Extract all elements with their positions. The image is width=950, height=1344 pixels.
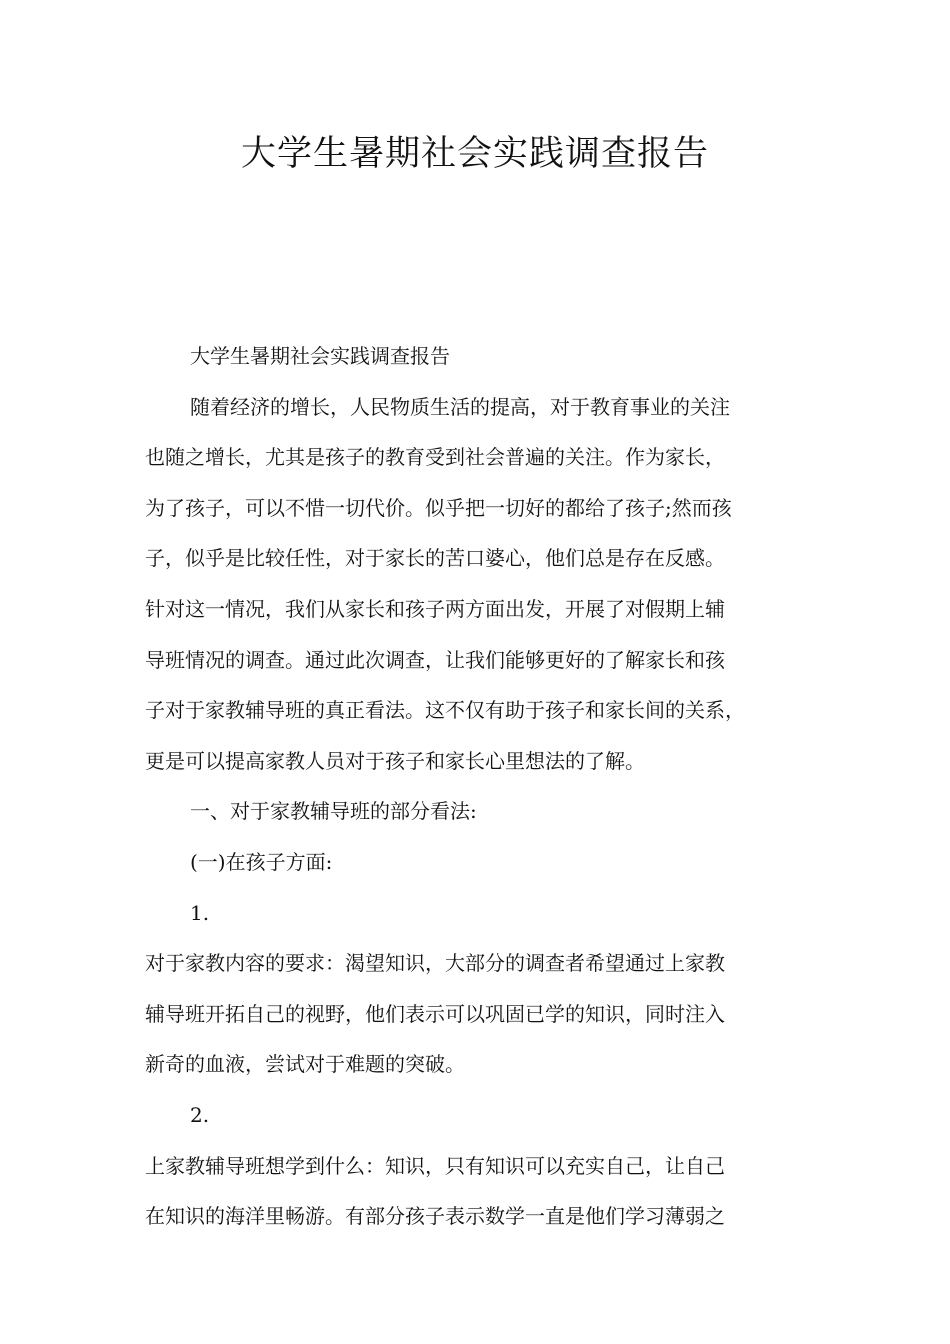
- list-number: [145, 1090, 825, 1141]
- subtitle-paragraph: [145, 331, 825, 382]
- text-line: 一、对于家教辅导班的部分看法:: [190, 799, 477, 824]
- text-line: 1.: [190, 900, 210, 925]
- text-line: (一)在孩子方面:: [190, 849, 333, 874]
- list-number: [145, 888, 825, 939]
- list-item-text: [145, 1141, 825, 1242]
- text-line: 在知识的海洋里畅游。有部分孩子表示数学一直是他们学习薄弱之: [145, 1204, 725, 1229]
- intro-paragraph: [145, 382, 825, 787]
- document-body: [145, 331, 825, 1242]
- text-line: 随着经济的增长，人民物质生活的提高，对于教育事业的关注: [190, 394, 730, 419]
- text-line: 辅导班开拓自己的视野，他们表示可以巩固已学的知识，同时注入: [145, 1001, 725, 1026]
- text-line: 也随之增长，尤其是孩子的教育受到社会普遍的关注。作为家长，: [145, 445, 725, 470]
- text-line: 导班情况的调查。通过此次调查，让我们能够更好的了解家长和孩: [145, 647, 725, 672]
- text-line: 子对于家教辅导班的真正看法。这不仅有助于孩子和家长间的关系，: [145, 698, 745, 723]
- text-line: 2.: [190, 1102, 210, 1127]
- text-line: 针对这一情况，我们从家长和孩子两方面出发，开展了对假期上辅: [145, 596, 725, 621]
- subsection-heading: [145, 837, 825, 888]
- list-item-text: [145, 938, 825, 1090]
- section-heading: [145, 786, 825, 837]
- document-title: 大学生暑期社会实践调查报告: [240, 134, 709, 174]
- text-line: 新奇的血液，尝试对于难题的突破。: [145, 1052, 465, 1077]
- text-line: 子，似乎是比较任性，对于家长的苦口婆心，他们总是存在反感。: [145, 546, 725, 571]
- text-line: 大学生暑期社会实践调查报告: [190, 344, 450, 368]
- text-line: 为了孩子，可以不惜一切代价。似乎把一切好的都给了孩子;然而孩: [145, 495, 732, 520]
- text-line: 上家教辅导班想学到什么：知识，只有知识可以充实自己，让自己: [145, 1153, 725, 1178]
- text-line: 更是可以提高家教人员对于孩子和家长心里想法的了解。: [145, 748, 645, 773]
- text-line: 对于家教内容的要求：渴望知识，大部分的调查者希望通过上家教: [145, 951, 725, 976]
